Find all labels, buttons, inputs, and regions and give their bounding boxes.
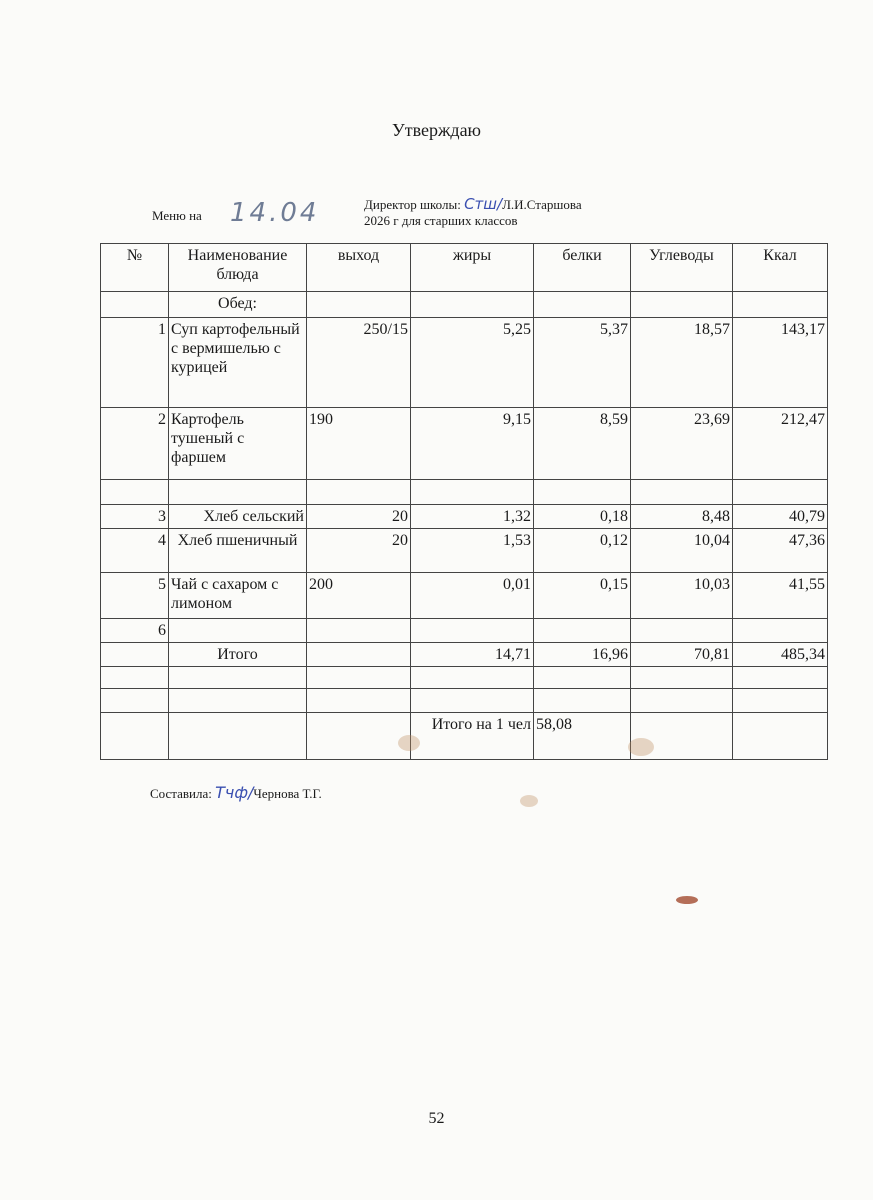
per-person-row bbox=[101, 713, 828, 760]
table-row bbox=[101, 318, 828, 408]
row-protein: 0,15 bbox=[534, 573, 631, 619]
row-output: 20 bbox=[307, 529, 411, 573]
per-person-value: 58,08 bbox=[534, 713, 631, 760]
header-kcal: Ккал bbox=[733, 244, 828, 292]
row-number: 6 bbox=[101, 619, 169, 643]
total-protein: 16,96 bbox=[534, 643, 631, 667]
row-carbs: 10,04 bbox=[631, 529, 733, 573]
row-output: 250/15 bbox=[307, 318, 411, 408]
year-line: 2026 г для старших классов bbox=[364, 213, 518, 228]
header-output: выход bbox=[307, 244, 411, 292]
row-number: 4 bbox=[101, 529, 169, 573]
per-person-label: Итого на 1 чел bbox=[411, 713, 534, 760]
total-label: Итого bbox=[169, 643, 307, 667]
table-row-empty bbox=[101, 480, 828, 505]
total-fat: 14,71 bbox=[411, 643, 534, 667]
director-name: Л.И.Старшова bbox=[502, 197, 582, 212]
composed-name: Чернова Т.Г. bbox=[253, 786, 322, 801]
row-output: 20 bbox=[307, 505, 411, 529]
row-protein: 0,18 bbox=[534, 505, 631, 529]
table-row bbox=[101, 529, 828, 573]
menu-date-handwritten: 14.04 bbox=[230, 198, 320, 228]
menu-date-label: Меню на bbox=[152, 208, 202, 223]
table-row bbox=[101, 408, 828, 480]
table-row-empty bbox=[101, 667, 828, 689]
section-row bbox=[101, 292, 828, 318]
menu-table bbox=[100, 243, 828, 760]
row-protein: 0,12 bbox=[534, 529, 631, 573]
row-fat: 5,25 bbox=[411, 318, 534, 408]
header-dish-name: Наименование блюда bbox=[169, 244, 307, 292]
stain bbox=[676, 896, 698, 904]
row-fat: 0,01 bbox=[411, 573, 534, 619]
stain bbox=[628, 738, 654, 756]
director-signature: Стш/ bbox=[464, 195, 503, 213]
header-carbs: Углеводы bbox=[631, 244, 733, 292]
row-fat: 9,15 bbox=[411, 408, 534, 480]
row-number: 2 bbox=[101, 408, 169, 480]
page-number: 52 bbox=[428, 1110, 445, 1127]
composed-signature: Тчф/ bbox=[215, 783, 254, 802]
row-dish-name: Картофель тушеный с фаршем bbox=[169, 408, 307, 480]
header-fat: жиры bbox=[411, 244, 534, 292]
row-kcal: 212,47 bbox=[733, 408, 828, 480]
row-output: 200 bbox=[307, 573, 411, 619]
row-output: 190 bbox=[307, 408, 411, 480]
table-row bbox=[101, 505, 828, 529]
header-protein: белки bbox=[534, 244, 631, 292]
total-carbs: 70,81 bbox=[631, 643, 733, 667]
row-number: 1 bbox=[101, 318, 169, 408]
stain bbox=[520, 795, 538, 807]
row-protein: 8,59 bbox=[534, 408, 631, 480]
section-label: Обед: bbox=[169, 292, 307, 318]
header-number: № bbox=[101, 244, 169, 292]
header-row bbox=[101, 244, 828, 292]
row-kcal: 40,79 bbox=[733, 505, 828, 529]
row-dish-name: Хлеб сельский bbox=[169, 505, 307, 529]
director-label: Директор школы: bbox=[364, 197, 461, 212]
row-kcal: 41,55 bbox=[733, 573, 828, 619]
table-row-empty bbox=[101, 689, 828, 713]
table-row bbox=[101, 619, 828, 643]
row-dish-name: Суп картофельный с вермишелью с курицей bbox=[169, 318, 307, 408]
row-carbs: 23,69 bbox=[631, 408, 733, 480]
total-row bbox=[101, 643, 828, 667]
row-carbs: 18,57 bbox=[631, 318, 733, 408]
row-fat: 1,53 bbox=[411, 529, 534, 573]
row-kcal: 47,36 bbox=[733, 529, 828, 573]
row-protein: 5,37 bbox=[534, 318, 631, 408]
row-carbs: 8,48 bbox=[631, 505, 733, 529]
director-line bbox=[364, 196, 582, 213]
row-number: 3 bbox=[101, 505, 169, 529]
row-carbs: 10,03 bbox=[631, 573, 733, 619]
row-kcal: 143,17 bbox=[733, 318, 828, 408]
director-block bbox=[364, 196, 582, 229]
row-number: 5 bbox=[101, 573, 169, 619]
table-row bbox=[101, 573, 828, 619]
composed-by bbox=[150, 783, 322, 802]
composed-label: Составила: bbox=[150, 786, 212, 801]
stain bbox=[398, 735, 420, 751]
row-fat: 1,32 bbox=[411, 505, 534, 529]
total-kcal: 485,34 bbox=[733, 643, 828, 667]
row-dish-name: Хлеб пшеничный bbox=[169, 529, 307, 573]
row-dish-name: Чай с сахаром с лимоном bbox=[169, 573, 307, 619]
approval-heading: Утверждаю bbox=[391, 120, 482, 140]
